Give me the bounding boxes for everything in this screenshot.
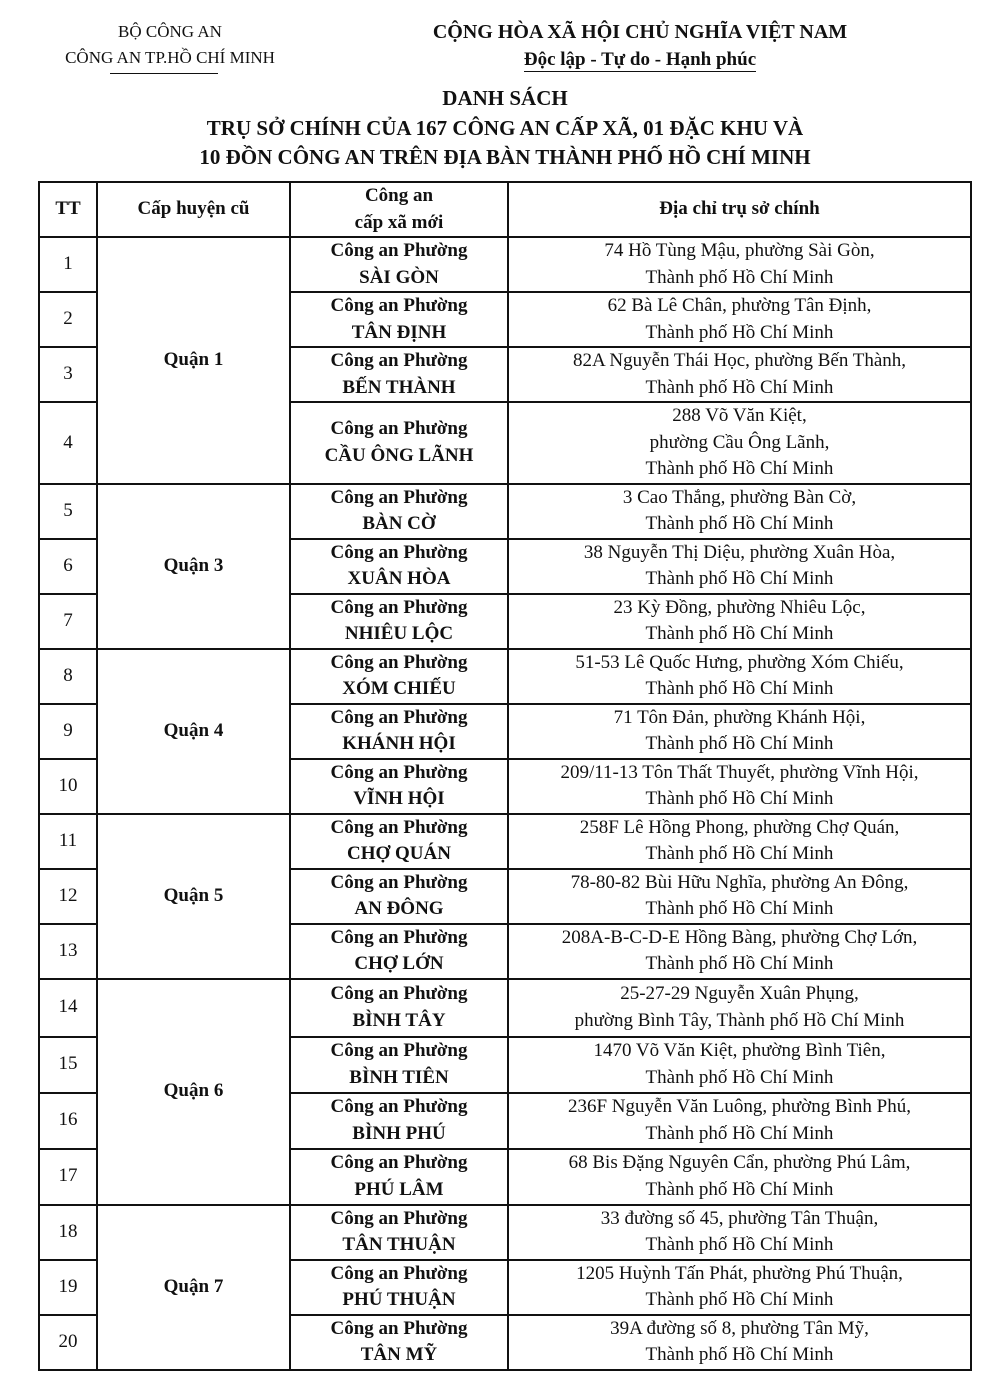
address-line: 1205 Huỳnh Tấn Phát, phường Phú Thuận, bbox=[576, 1262, 903, 1284]
address-cell bbox=[508, 292, 971, 347]
address-line: Thành phố Hồ Chí Minh bbox=[645, 266, 834, 288]
address-line: 25-27-29 Nguyễn Xuân Phụng, bbox=[620, 983, 859, 1004]
ward-prefix: Công an Phường bbox=[330, 926, 468, 948]
address-line: Thành phố Hồ Chí Minh bbox=[645, 1066, 834, 1088]
district-cell: Quận 1 bbox=[97, 237, 290, 484]
row-number: 7 bbox=[39, 594, 97, 649]
ward-cell bbox=[290, 869, 508, 924]
table-row bbox=[39, 649, 971, 704]
ward-prefix: Công an Phường bbox=[330, 1262, 468, 1284]
row-number: 4 bbox=[39, 402, 97, 484]
address-cell bbox=[508, 1149, 971, 1205]
address-cell bbox=[508, 759, 971, 814]
ward-name: CHỢ QUÁN bbox=[347, 843, 451, 864]
ward-prefix: Công an Phường bbox=[330, 706, 468, 728]
address-line: Thành phố Hồ Chí Minh bbox=[645, 843, 834, 864]
ward-cell bbox=[290, 237, 508, 292]
header-address: Địa chỉ trụ sở chính bbox=[508, 182, 971, 237]
ward-name: KHÁNH HỘI bbox=[342, 733, 456, 754]
ward-prefix: Công an Phường bbox=[330, 596, 468, 618]
ward-name: CHỢ LỚN bbox=[354, 953, 444, 974]
row-number: 3 bbox=[39, 347, 97, 402]
row-number: 13 bbox=[39, 924, 97, 979]
ward-cell bbox=[290, 979, 508, 1037]
address-line: Thành phố Hồ Chí Minh bbox=[645, 321, 834, 343]
address-line: Thành phố Hồ Chí Minh bbox=[645, 1122, 834, 1144]
address-line: 82A Nguyễn Thái Học, phường Bến Thành, bbox=[572, 350, 907, 371]
ward-name: PHÚ THUẬN bbox=[342, 1289, 456, 1310]
ward-prefix: Công an Phường bbox=[330, 350, 468, 371]
address-cell bbox=[508, 539, 971, 594]
ward-name: PHÚ LÂM bbox=[354, 1178, 444, 1200]
ward-prefix: Công an Phường bbox=[330, 816, 468, 838]
title-line-3: 10 ĐỒN CÔNG AN TRÊN ĐỊA BÀN THÀNH PHỐ HỒ CHÍ MINH bbox=[199, 145, 811, 169]
row-number: 19 bbox=[39, 1260, 97, 1315]
ward-name: XUÂN HÒA bbox=[347, 568, 451, 589]
table-row bbox=[39, 237, 971, 292]
ward-cell bbox=[290, 814, 508, 869]
ward-name: BÌNH TIÊN bbox=[349, 1066, 449, 1088]
ward-prefix: Công an Phường bbox=[330, 295, 468, 316]
document-title bbox=[0, 84, 1000, 173]
row-number: 9 bbox=[39, 704, 97, 759]
address-line: Thành phố Hồ Chí Minh bbox=[645, 733, 834, 754]
ward-cell bbox=[290, 1093, 508, 1149]
agency-underline bbox=[110, 73, 218, 74]
title-line-1: DANH SÁCH bbox=[442, 86, 568, 110]
ward-cell bbox=[290, 1149, 508, 1205]
ward-cell bbox=[290, 484, 508, 539]
ward-name: BÌNH PHÚ bbox=[352, 1122, 446, 1144]
header-ward-line-2: cấp xã mới bbox=[354, 211, 444, 233]
ward-cell bbox=[290, 1205, 508, 1260]
row-number: 20 bbox=[39, 1315, 97, 1370]
address-line: 23 Kỳ Đồng, phường Nhiêu Lộc, bbox=[613, 596, 866, 618]
row-number: 11 bbox=[39, 814, 97, 869]
ward-name: VĨNH HỘI bbox=[353, 788, 445, 809]
address-line: 288 Võ Văn Kiệt, bbox=[672, 405, 807, 426]
ward-prefix: Công an Phường bbox=[330, 761, 468, 783]
address-line: Thành phố Hồ Chí Minh bbox=[645, 1178, 834, 1200]
address-line: Thành phố Hồ Chí Minh bbox=[645, 623, 834, 644]
district-cell: Quận 4 bbox=[97, 649, 290, 814]
ward-cell bbox=[290, 1315, 508, 1370]
ward-prefix: Công an Phường bbox=[330, 1040, 468, 1061]
row-number: 18 bbox=[39, 1205, 97, 1260]
address-line: 3 Cao Thắng, phường Bàn Cờ, bbox=[622, 486, 857, 508]
row-number: 1 bbox=[39, 237, 97, 292]
header-tt: TT bbox=[39, 182, 97, 237]
district-cell: Quận 5 bbox=[97, 814, 290, 979]
header-ward-line-1: Công an bbox=[364, 185, 434, 206]
issuing-agency bbox=[20, 20, 320, 74]
address-line: Thành phố Hồ Chí Minh bbox=[645, 1344, 834, 1365]
address-line: Thành phố Hồ Chí Minh bbox=[645, 678, 834, 699]
header-ward bbox=[290, 182, 508, 237]
address-cell bbox=[508, 484, 971, 539]
address-cell bbox=[508, 237, 971, 292]
address-line: Thành phố Hồ Chí Minh bbox=[645, 376, 834, 398]
ward-name: XÓM CHIẾU bbox=[342, 678, 456, 699]
address-line: 78-80-82 Bùi Hữu Nghĩa, phường An Đông, bbox=[570, 871, 909, 893]
ward-name: TÂN ĐỊNH bbox=[351, 321, 447, 343]
ward-cell bbox=[290, 649, 508, 704]
table-body bbox=[39, 237, 971, 1370]
address-line: 258F Lê Hồng Phong, phường Chợ Quán, bbox=[579, 816, 900, 838]
address-cell bbox=[508, 1093, 971, 1149]
header-district: Cấp huyện cũ bbox=[97, 182, 290, 237]
motto bbox=[380, 46, 900, 74]
national-motto bbox=[380, 18, 900, 74]
ward-prefix: Công an Phường bbox=[330, 486, 468, 508]
ward-prefix: Công an Phường bbox=[330, 418, 468, 440]
ward-prefix: Công an Phường bbox=[330, 871, 468, 893]
motto-text: Độc lập - Tự do - Hạnh phúc bbox=[523, 49, 757, 70]
address-line: Thành phố Hồ Chí Minh bbox=[645, 568, 834, 589]
ward-name: BẾN THÀNH bbox=[342, 376, 456, 398]
address-line: 33 đường số 45, phường Tân Thuận, bbox=[600, 1207, 879, 1229]
table-header-row bbox=[39, 182, 971, 237]
ward-prefix: Công an Phường bbox=[330, 541, 468, 563]
ward-prefix: Công an Phường bbox=[330, 240, 468, 261]
ward-prefix: Công an Phường bbox=[330, 1096, 468, 1117]
address-cell bbox=[508, 1037, 971, 1093]
address-cell bbox=[508, 402, 971, 484]
row-number: 16 bbox=[39, 1093, 97, 1149]
ward-prefix: Công an Phường bbox=[330, 651, 468, 673]
address-line: 209/11-13 Tôn Thất Thuyết, phường Vĩnh Hội, bbox=[560, 761, 919, 783]
ward-name: TÂN THUẬN bbox=[342, 1234, 456, 1255]
ward-name: BÀN CỜ bbox=[362, 513, 436, 534]
address-line: 39A đường số 8, phường Tân Mỹ, bbox=[610, 1317, 869, 1339]
ward-prefix: Công an Phường bbox=[330, 1317, 468, 1339]
row-number: 14 bbox=[39, 979, 97, 1037]
headquarters-table bbox=[38, 181, 972, 1371]
address-cell bbox=[508, 1315, 971, 1370]
ward-cell bbox=[290, 1037, 508, 1093]
table-row bbox=[39, 979, 971, 1037]
address-line: 74 Hồ Tùng Mậu, phường Sài Gòn, bbox=[604, 240, 875, 261]
address-cell bbox=[508, 924, 971, 979]
row-number: 8 bbox=[39, 649, 97, 704]
address-cell bbox=[508, 704, 971, 759]
row-number: 15 bbox=[39, 1037, 97, 1093]
country-name: CỘNG HÒA XÃ HỘI CHỦ NGHĨA VIỆT NAM bbox=[432, 21, 848, 43]
address-line: 208A-B-C-D-E Hồng Bàng, phường Chợ Lớn, bbox=[561, 926, 918, 948]
row-number: 10 bbox=[39, 759, 97, 814]
address-line: 68 Bis Đặng Nguyên Cẩn, phường Phú Lâm, bbox=[568, 1152, 911, 1173]
district-cell: Quận 3 bbox=[97, 484, 290, 649]
ward-cell bbox=[290, 347, 508, 402]
ward-name: BÌNH TÂY bbox=[352, 1009, 446, 1031]
ward-name: SÀI GÒN bbox=[359, 266, 439, 288]
row-number: 2 bbox=[39, 292, 97, 347]
row-number: 17 bbox=[39, 1149, 97, 1205]
address-line: Thành phố Hồ Chí Minh bbox=[645, 513, 834, 534]
district-cell: Quận 7 bbox=[97, 1205, 290, 1370]
address-line: phường Bình Tây, Thành phố Hồ Chí Minh bbox=[574, 1009, 905, 1031]
ward-name: AN ĐÔNG bbox=[354, 898, 444, 919]
address-line: 38 Nguyễn Thị Diệu, phường Xuân Hòa, bbox=[583, 541, 896, 563]
address-cell bbox=[508, 1205, 971, 1260]
address-line: 51-53 Lê Quốc Hưng, phường Xóm Chiếu, bbox=[575, 651, 904, 673]
ward-cell bbox=[290, 1260, 508, 1315]
table-row bbox=[39, 484, 971, 539]
ward-cell bbox=[290, 924, 508, 979]
row-number: 6 bbox=[39, 539, 97, 594]
row-number: 5 bbox=[39, 484, 97, 539]
ward-name: TÂN MỸ bbox=[360, 1344, 438, 1365]
ward-cell bbox=[290, 759, 508, 814]
ward-name: NHIÊU LỘC bbox=[344, 623, 454, 644]
address-line: Thành phố Hồ Chí Minh bbox=[645, 1289, 834, 1310]
address-cell bbox=[508, 979, 971, 1037]
address-cell bbox=[508, 649, 971, 704]
address-cell bbox=[508, 814, 971, 869]
ward-cell bbox=[290, 539, 508, 594]
agency-name: CÔNG AN TP.HỒ CHÍ MINH bbox=[65, 48, 275, 67]
address-cell bbox=[508, 869, 971, 924]
ward-prefix: Công an Phường bbox=[330, 983, 468, 1004]
address-line: Thành phố Hồ Chí Minh bbox=[645, 458, 834, 479]
address-cell bbox=[508, 594, 971, 649]
ministry-name: BỘ CÔNG AN bbox=[118, 22, 222, 41]
title-line-2: TRỤ SỞ CHÍNH CỦA 167 CÔNG AN CẤP XÃ, 01 ĐẶC KHU VÀ bbox=[206, 115, 804, 140]
ward-prefix: Công an Phường bbox=[330, 1152, 468, 1173]
address-line: Thành phố Hồ Chí Minh bbox=[645, 953, 834, 974]
address-line: Thành phố Hồ Chí Minh bbox=[645, 898, 834, 919]
address-line: phường Cầu Ông Lãnh, bbox=[649, 431, 830, 453]
ward-cell bbox=[290, 402, 508, 484]
address-line: 1470 Võ Văn Kiệt, phường Bình Tiên, bbox=[593, 1040, 886, 1061]
address-line: 236F Nguyễn Văn Luông, phường Bình Phú, bbox=[567, 1096, 911, 1117]
address-cell bbox=[508, 347, 971, 402]
address-cell bbox=[508, 1260, 971, 1315]
district-cell: Quận 6 bbox=[97, 979, 290, 1205]
address-line: 62 Bà Lê Chân, phường Tân Định, bbox=[607, 295, 872, 316]
address-line: 71 Tôn Đản, phường Khánh Hội, bbox=[613, 706, 866, 728]
table-row bbox=[39, 814, 971, 869]
ward-prefix: Công an Phường bbox=[330, 1207, 468, 1229]
address-line: Thành phố Hồ Chí Minh bbox=[645, 1234, 834, 1255]
ward-cell bbox=[290, 292, 508, 347]
ward-cell bbox=[290, 704, 508, 759]
ward-cell bbox=[290, 594, 508, 649]
address-line: Thành phố Hồ Chí Minh bbox=[645, 788, 834, 809]
ward-name: CẦU ÔNG LÃNH bbox=[324, 444, 474, 466]
row-number: 12 bbox=[39, 869, 97, 924]
table-row bbox=[39, 1205, 971, 1260]
